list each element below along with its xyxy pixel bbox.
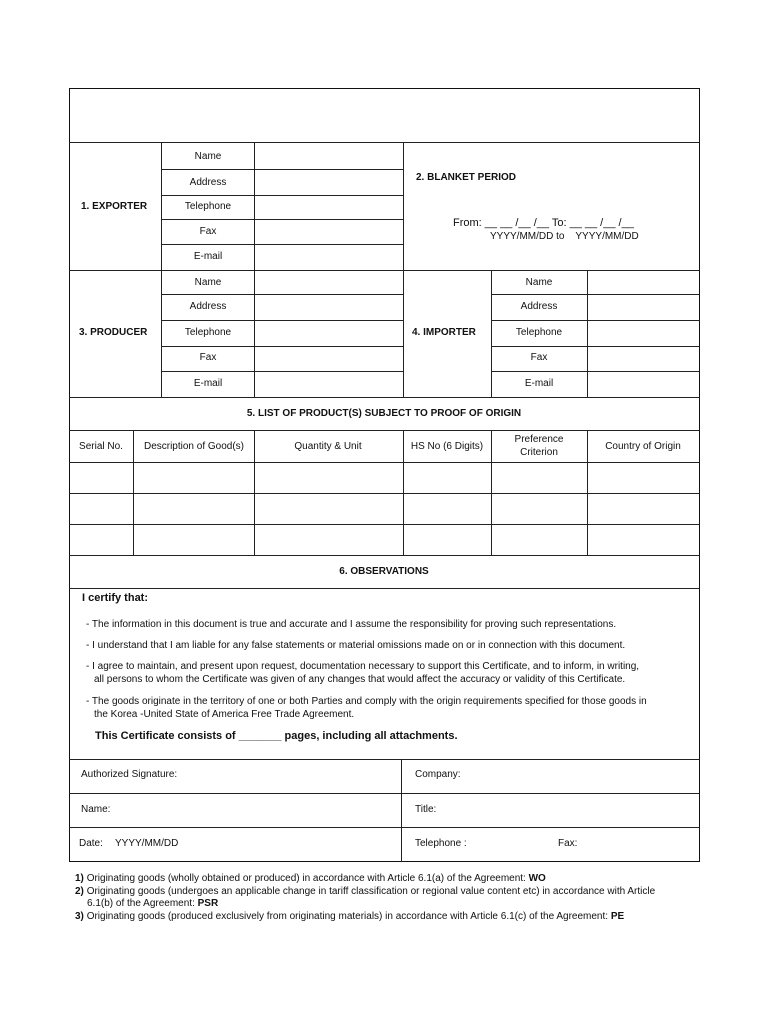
company-field[interactable] (470, 761, 698, 792)
blanket-period-format: YYYY/MM/DD to YYYY/MM/DD (490, 231, 639, 242)
authorized-signature-label: Authorized Signature: (81, 769, 178, 780)
pages-note: This Certificate consists of _______ pages, including all attachments. (95, 730, 458, 742)
footnote-3 (75, 911, 715, 923)
importer-name-field[interactable] (588, 271, 699, 294)
footnote-3-text: Originating goods (produced exclusively from originating materials) in accordance with Article 6.1(c) of the Agreement: (86, 911, 611, 922)
name-label: Name: (81, 804, 111, 815)
producer-email-field[interactable] (255, 372, 402, 397)
blanket-period-range[interactable]: From: __ __ /__ /__ To: __ __ /__ /__ (453, 217, 634, 229)
producer-telephone-field[interactable] (255, 321, 402, 346)
table-row[interactable] (70, 525, 699, 555)
table-row[interactable] (70, 494, 699, 524)
producer-telephone-label: Telephone (184, 327, 232, 338)
producer-address-label: Address (189, 301, 227, 312)
telephone-field[interactable] (490, 829, 550, 860)
importer-email-label: E-mail (524, 378, 554, 389)
col-description: Description of Good(s) (143, 441, 245, 452)
producer-name-field[interactable] (255, 271, 402, 294)
footnote-1-num: 1) (75, 873, 84, 884)
exporter-label: 1. EXPORTER (81, 201, 148, 212)
certify-statement-1: - The information in this document is true and accurate and I assume the responsibility for proving such representations. (86, 619, 617, 630)
importer-address-label: Address (520, 301, 558, 312)
col-hs-no: HS No (6 Digits) (410, 441, 484, 452)
blanket-period-label: 2. BLANKET PERIOD (416, 172, 517, 183)
producer-fax-label: Fax (199, 352, 217, 363)
producer-name-label: Name (194, 277, 222, 288)
col-criterion: Criterion (520, 447, 558, 458)
exporter-name-field[interactable] (255, 143, 402, 169)
importer-fax-field[interactable] (588, 347, 699, 371)
footnote-3-code: PE (610, 911, 625, 922)
name-field[interactable] (120, 795, 400, 826)
exporter-telephone-field[interactable] (255, 196, 402, 219)
certify-statement-4-cont: the Korea -United State of America Free Trade Agreement. (94, 709, 355, 720)
col-serial-no: Serial No. (79, 441, 123, 452)
title-label: Title: (415, 804, 437, 815)
footnote-3-num: 3) (75, 911, 84, 922)
telephone-label: Telephone : (415, 838, 467, 849)
producer-label: 3. PRODUCER (79, 327, 148, 338)
producer-email-label: E-mail (193, 378, 223, 389)
importer-email-field[interactable] (588, 372, 699, 397)
footnote-2-code: PSR (197, 898, 219, 909)
footnote-2-text-cont: 6.1(b) of the Agreement: (87, 898, 198, 909)
date-label: Date: (79, 838, 103, 849)
table-row[interactable] (70, 463, 699, 493)
certify-heading: I certify that: (82, 592, 149, 604)
producer-fax-field[interactable] (255, 347, 402, 371)
importer-label: 4. IMPORTER (412, 327, 476, 338)
exporter-address-label: Address (189, 177, 227, 188)
importer-name-label: Name (525, 277, 553, 288)
footnote-2-text: Originating goods (undergoes an applicable change in tariff classification or regional value content etc) in accordance with Article (86, 886, 656, 897)
title-field[interactable] (445, 795, 698, 826)
company-label: Company: (415, 769, 461, 780)
certify-statement-2: - I understand that I am liable for any false statements or material omissions made on or in connection with this document. (86, 640, 626, 651)
certify-statement-3-cont: all persons to whom the Certificate was given of any changes that would affect the accuracy or validity of this Certificate. (94, 674, 626, 685)
exporter-fax-label: Fax (199, 226, 217, 237)
col-quantity-unit: Quantity & Unit (294, 441, 362, 452)
col-preference: Preference (514, 434, 564, 445)
footnote-1-text: Originating goods (wholly obtained or produced) in accordance with Article 6.1(a) of the Agreement: (86, 873, 529, 884)
date-format[interactable]: YYYY/MM/DD (115, 838, 179, 849)
footnote-1 (75, 873, 715, 885)
footnote-2 (75, 886, 715, 898)
footnote-1-code: WO (528, 873, 546, 884)
importer-fax-label: Fax (530, 352, 548, 363)
certify-statement-3: - I agree to maintain, and present upon request, documentation necessary to support this Certificate, and to inform, in writing, (86, 661, 640, 672)
authorized-signature-field[interactable] (190, 761, 400, 792)
fax-field[interactable] (585, 829, 698, 860)
exporter-address-field[interactable] (255, 170, 402, 195)
certify-statement-4: - The goods originate in the territory of one or both Parties and comply with the origin requirements specified for those goods in (86, 696, 647, 707)
exporter-email-label: E-mail (193, 251, 223, 262)
footnote-2-cont (87, 898, 727, 910)
importer-telephone-field[interactable] (588, 321, 699, 346)
products-section-title: 5. LIST OF PRODUCT(S) SUBJECT TO PROOF OF ORIGIN (246, 408, 522, 419)
producer-address-field[interactable] (255, 295, 402, 320)
exporter-email-field[interactable] (255, 245, 402, 270)
footnote-2-num: 2) (75, 886, 84, 897)
fax-label: Fax: (558, 838, 578, 849)
col-country-of-origin: Country of Origin (605, 441, 681, 452)
exporter-telephone-label: Telephone (184, 201, 232, 212)
importer-address-field[interactable] (588, 295, 699, 320)
observations-title: 6. OBSERVATIONS (339, 566, 429, 577)
exporter-fax-field[interactable] (255, 220, 402, 244)
exporter-name-label: Name (194, 151, 222, 162)
importer-telephone-label: Telephone (515, 327, 563, 338)
